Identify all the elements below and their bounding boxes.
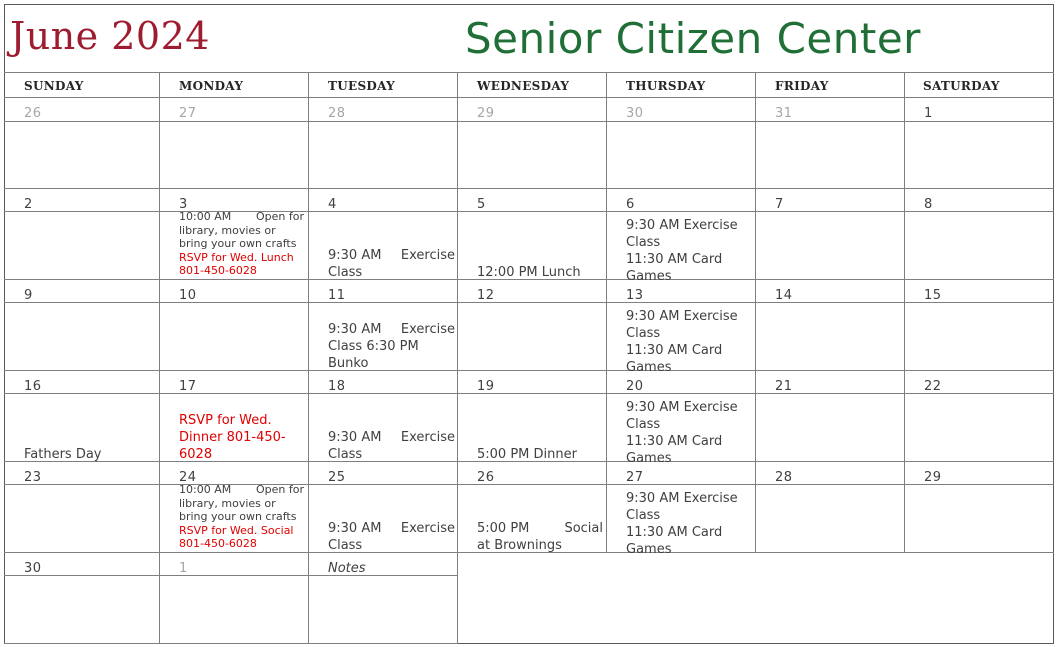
day-number: 7 [775,197,784,212]
day-number: 13 [626,288,644,303]
grid-vline [904,72,905,553]
day-number: 27 [626,470,644,485]
event-jun13: 9:30 AM Exercise Class 11:30 AM Card Games [626,309,738,375]
day-number: 16 [24,379,42,394]
day-number: 28 [328,106,346,121]
day-number: 17 [179,379,197,394]
event-jun6: 9:30 AM Exercise Class 11:30 AM Card Games [626,218,738,284]
day-number: 22 [924,379,942,394]
grid-hline [4,575,458,576]
day-number: 20 [626,379,644,394]
day-number: 11 [328,288,346,303]
day-number: 31 [775,106,793,121]
day-number: 23 [24,470,42,485]
grid-hline [4,302,1054,303]
day-number: 29 [924,470,942,485]
day-number: 29 [477,106,495,121]
grid-vline [159,72,160,644]
event-jun16: Fathers Day [24,447,102,462]
day-number: 27 [179,106,197,121]
event-jun26: 5:00 PM Social at Brownings [477,521,603,553]
day-number: 4 [328,197,337,212]
event-jun18: 9:30 AM Exercise Class [328,430,455,462]
grid-hline [4,97,1054,98]
day-number: 18 [328,379,346,394]
day-number: 24 [179,470,197,485]
day-number: 1 [924,106,933,121]
grid-vline [755,72,756,553]
day-number: 2 [24,197,33,212]
day-number: 3 [179,197,188,212]
grid-vline [308,72,309,644]
event-jun19: 5:00 PM Dinner [477,447,577,462]
grid-hline [4,72,1054,73]
event-jun4: 9:30 AM Exercise Class [328,248,455,280]
grid-hline [4,393,1054,394]
event-jun24: 10:00 AM Open for library, movies or bring your own crafts RSVP for Wed. Social 801-450-6028 [179,483,304,550]
event-jun25: 9:30 AM Exercise Class [328,521,455,553]
dayname-saturday: SATURDAY [923,79,1000,93]
grid-hline [4,121,1054,122]
dayname-friday: FRIDAY [775,79,829,93]
grid-vline [457,72,458,644]
day-number: 19 [477,379,495,394]
day-number: 14 [775,288,793,303]
dayname-tuesday: TUESDAY [328,79,395,93]
grid-hline [4,211,1054,212]
day-number: 8 [924,197,933,212]
grid-vline [606,72,607,553]
center-title: Senior Citizen Center [465,14,921,63]
day-number: 30 [626,106,644,121]
month-title: June 2024 [10,14,210,58]
dayname-thursday: THURSDAY [626,79,706,93]
day-number: 12 [477,288,495,303]
day-number: 28 [775,470,793,485]
day-number: 1 [179,561,188,576]
day-number: 26 [24,106,42,121]
day-number: 9 [24,288,33,303]
day-number: 10 [179,288,197,303]
grid-hline [4,370,1054,371]
day-number: 15 [924,288,942,303]
grid-hline [4,643,458,644]
event-jun20: 9:30 AM Exercise Class 11:30 AM Card Games [626,400,738,466]
dayname-wednesday: WEDNESDAY [477,79,570,93]
day-number: 26 [477,470,495,485]
day-number: 25 [328,470,346,485]
day-number: 21 [775,379,793,394]
day-number: 6 [626,197,635,212]
notes-label: Notes [328,561,366,576]
event-jun17: RSVP for Wed. Dinner 801-450- 6028 [179,413,286,462]
day-number: 5 [477,197,486,212]
grid-hline [4,484,1054,485]
event-jun5: 12:00 PM Lunch [477,265,581,280]
dayname-sunday: SUNDAY [24,79,84,93]
event-jun3: 10:00 AM Open for library, movies or bring your own crafts RSVP for Wed. Lunch 801-450-6028 [179,210,304,277]
day-number: 30 [24,561,42,576]
dayname-monday: MONDAY [179,79,244,93]
event-jun27: 9:30 AM Exercise Class 11:30 AM Card Games [626,491,738,557]
event-jun11: 9:30 AM Exercise Class 6:30 PM Bunko [328,322,455,371]
grid-hline [4,188,1054,189]
